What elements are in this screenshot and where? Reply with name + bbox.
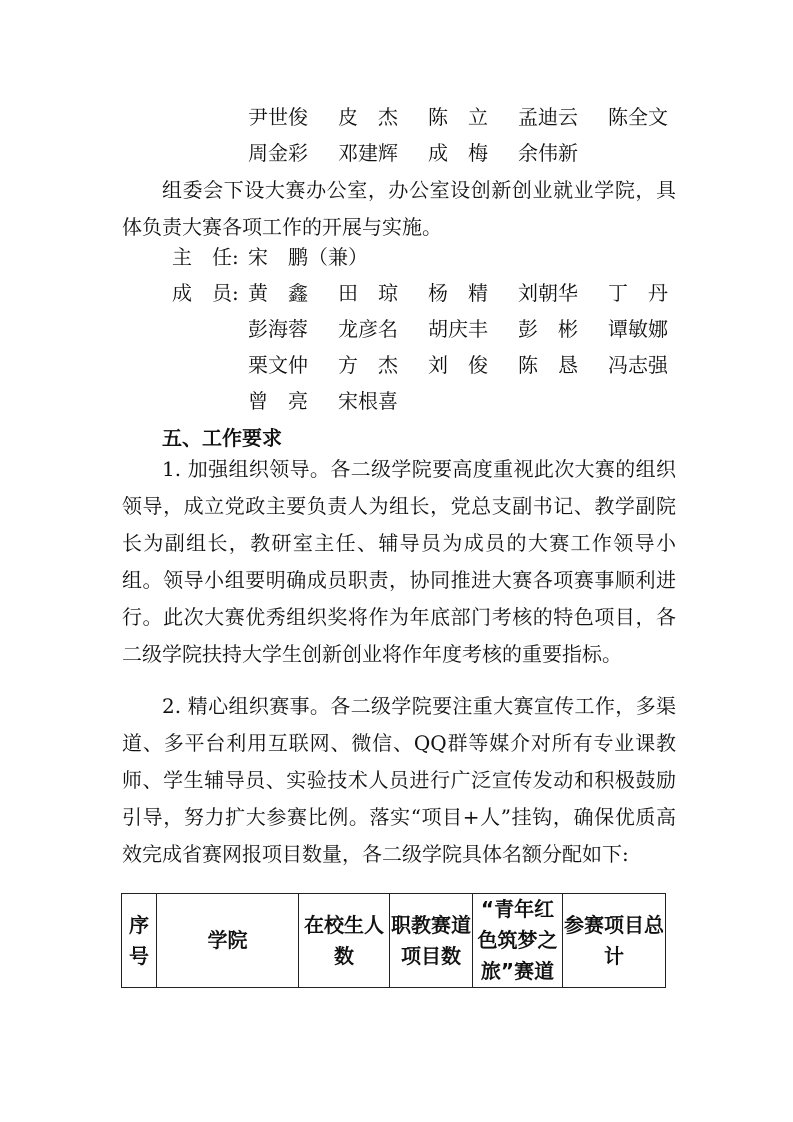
committee-name: 皮 杰: [338, 105, 398, 129]
requirement-paragraph-1: 1. 加强组织领导。各二级学院要高度重视此次大赛的组织领导，成立党政主要负责人为组长，党总支副书记、教学副院长为副组长，教研室主任、辅导员为成员的大赛工作领导小组。领导小组要明确成员职责，协同推进大赛各项赛事顺利进行。此次大赛优秀组织奖将作为年底部门考核的特色项目，各二级学院扶持大学生创新创业将作年度考核的重要指标。: [122, 457, 676, 666]
committee-name: 周金彩: [248, 141, 308, 165]
member-name: 胡庆丰: [428, 317, 488, 341]
table-header-cell: 在校生人数: [299, 894, 390, 988]
members-row-2: [248, 317, 698, 341]
committee-name: 成 梅: [428, 141, 488, 165]
member-name: 宋根喜: [338, 389, 398, 413]
table-header-cell: 参赛项目总计: [563, 894, 666, 988]
member-name: 陈 恳: [518, 353, 578, 377]
member-name: 丁 丹: [608, 281, 668, 305]
members-row-4: [248, 389, 428, 413]
director-label: 主 任:: [172, 245, 239, 269]
members-row-1: [248, 281, 698, 305]
section-heading: 五、工作要求: [162, 426, 282, 450]
member-name: 杨 精: [428, 281, 488, 305]
member-name: 彭 彬: [518, 317, 578, 341]
member-name: 谭敏娜: [608, 317, 668, 341]
office-paragraph: 组委会下设大赛办公室，办公室设创新创业就业学院，具体负责大赛各项工作的开展与实施。: [122, 178, 676, 239]
table-header-cell: 学院: [157, 894, 299, 988]
members-row-3: [248, 353, 698, 377]
committee-name: 尹世俊: [248, 105, 308, 129]
requirement-paragraph-2: 2. 精心组织赛事。各二级学院要注重大赛宣传工作，多渠道、多平台利用互联网、微信、QQ群等媒介对所有专业课教师、学生辅导员、实验技术人员进行广泛宣传发动和积极鼓励引导，努力扩大参赛比例。落实“项目+人”挂钩，确保优质高效完成省赛网报项目数量，各二级学院具体名额分配如下:: [122, 694, 676, 866]
members-label: 成 员:: [172, 281, 239, 305]
director-name: 宋 鹏（兼）: [248, 245, 368, 269]
member-name: 彭海蓉: [248, 317, 308, 341]
member-name: 方 杰: [338, 353, 398, 377]
committee-names-row-1: [248, 105, 698, 129]
member-name: 曾 亮: [248, 389, 308, 413]
member-name: 冯志强: [608, 353, 668, 377]
member-name: 龙彦名: [338, 317, 398, 341]
committee-name: 孟迪云: [518, 105, 578, 129]
member-name: 刘朝华: [518, 281, 578, 305]
member-name: 黄 鑫: [248, 281, 308, 305]
committee-name: 陈全文: [608, 105, 668, 129]
table-header-cell: “青年红色筑梦之旅”赛道: [473, 894, 563, 988]
table-header-row: [122, 894, 666, 988]
committee-name: 陈 立: [428, 105, 488, 129]
committee-names-row-2: [248, 141, 608, 165]
committee-name: 邓建辉: [338, 141, 398, 165]
member-name: 田 琼: [338, 281, 398, 305]
member-name: 刘 俊: [428, 353, 488, 377]
table-header-cell: 职教赛道项目数: [390, 894, 473, 988]
table-header-cell: 序号: [122, 894, 157, 988]
quota-table: [121, 893, 666, 988]
committee-name: 余伟新: [518, 141, 578, 165]
member-name: 栗文仲: [248, 353, 308, 377]
